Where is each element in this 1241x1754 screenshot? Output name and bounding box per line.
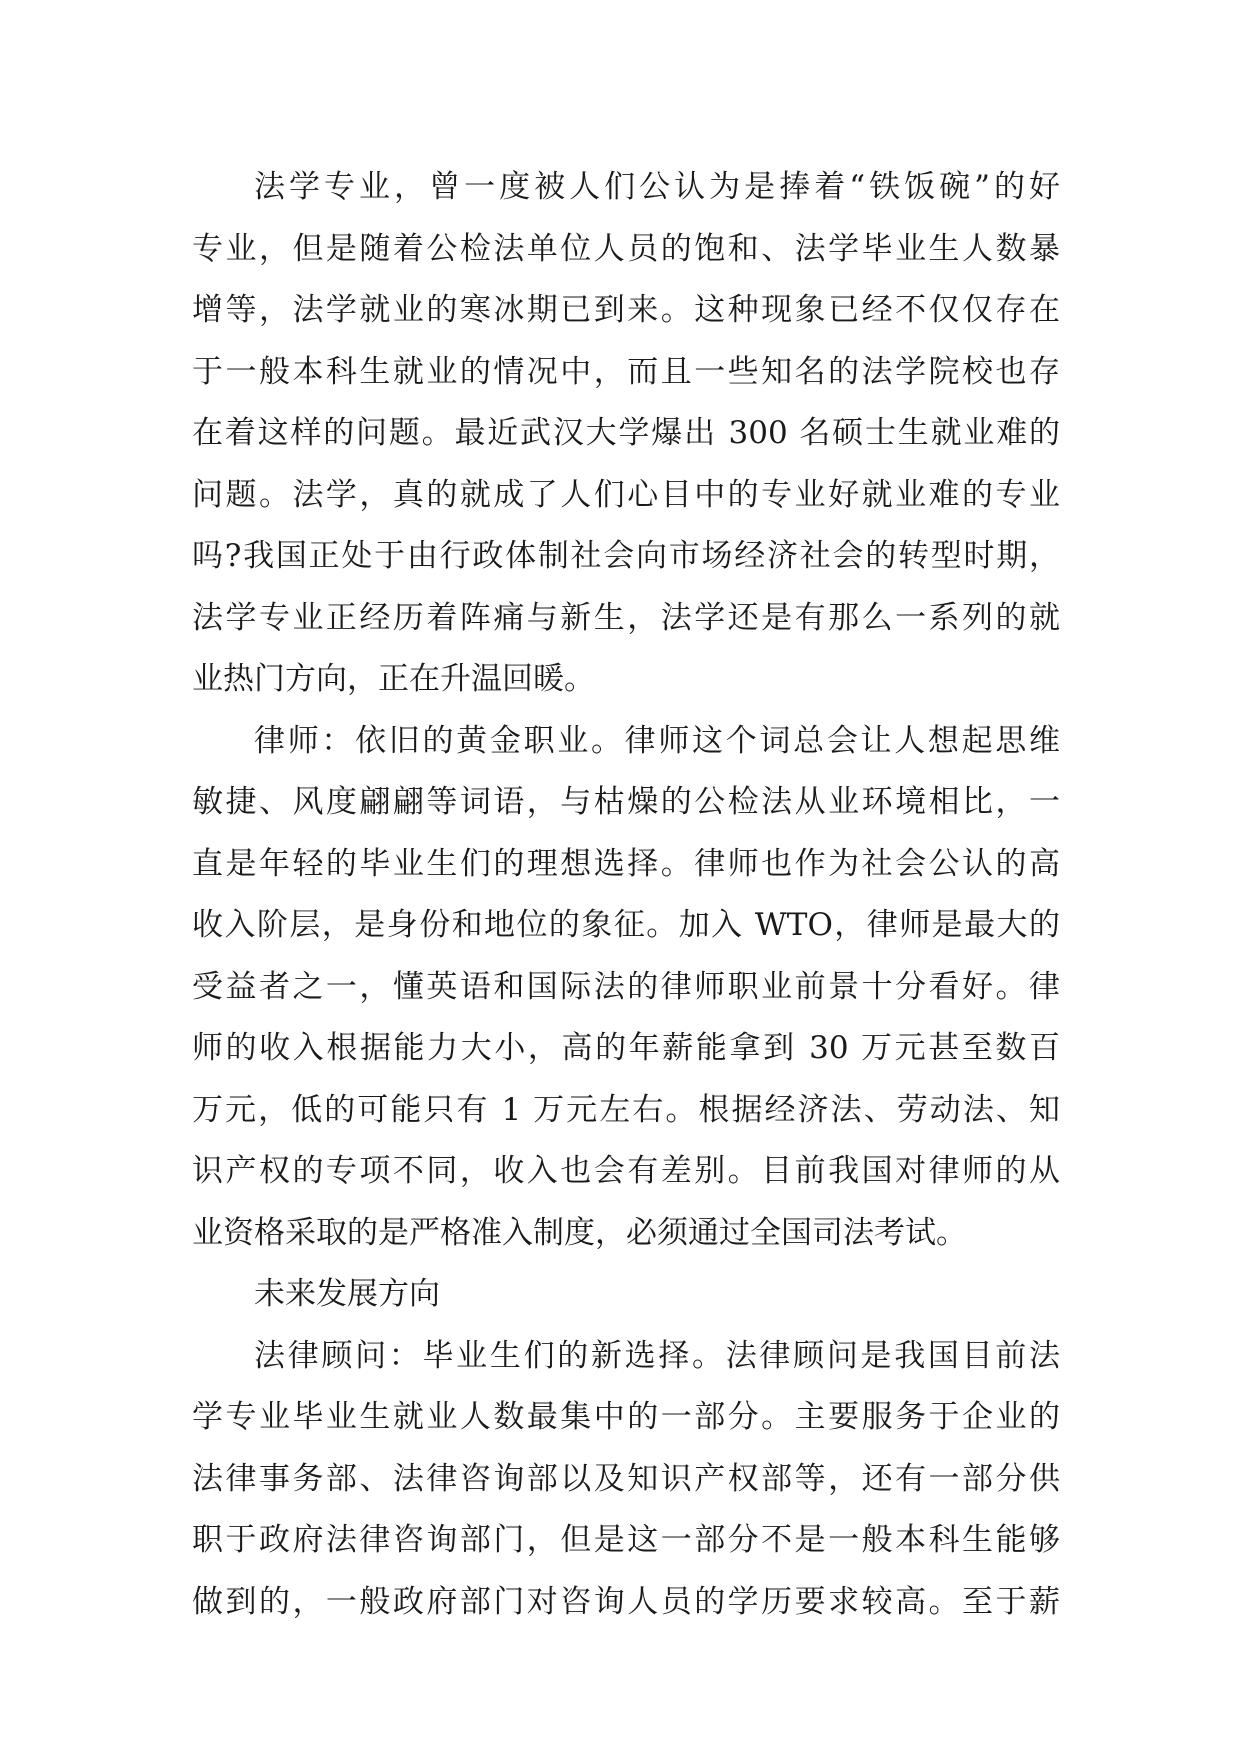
text-line: 师的收入根据能力大小，高的年薪能拿到 30 万元甚至数百 bbox=[192, 1030, 1060, 1066]
text-line: 吗?我国正处于由行政体制社会向市场经济社会的转型时期， bbox=[192, 538, 1060, 574]
text-line: 法律顾问：毕业生们的新选择。法律顾问是我国目前法 bbox=[254, 1337, 1060, 1374]
text-line: 做到的，一般政府部门对咨询人员的学历要求较高。至于薪 bbox=[192, 1583, 1060, 1620]
text-line: 法学专业正经历着阵痛与新生，法学还是有那么一系列的就 bbox=[192, 599, 1060, 636]
text-line: 识产权的专项不同，收入也会有差别。目前我国对律师的从 bbox=[192, 1153, 1060, 1189]
text-line: 万元，低的可能只有 1 万元左右。根据经济法、劳动法、知 bbox=[192, 1091, 1060, 1128]
text-line: 法学专业，曾一度被人们公认为是捧着“铁饭碗”的好 bbox=[254, 169, 1060, 205]
text-line: 法律事务部、法律咨询部以及知识产权部等，还有一部分供 bbox=[192, 1460, 1060, 1497]
text-line: 在着这样的问题。最近武汉大学爆出 300 名硕士生就业难的 bbox=[192, 415, 1060, 451]
text-line: 专业，但是随着公检法单位人员的饱和、法学毕业生人数暴 bbox=[192, 230, 1060, 267]
text-line: 业热门方向，正在升温回暖。 bbox=[192, 661, 595, 697]
text-line: 敏捷、风度翩翩等词语，与枯燥的公检法从业环境相比，一 bbox=[192, 784, 1060, 820]
text-line: 增等，法学就业的寒冰期已到来。这种现象已经不仅仅存在 bbox=[192, 292, 1060, 328]
text-line: 受益者之一，懂英语和国际法的律师职业前景十分看好。律 bbox=[192, 968, 1060, 1005]
text-line: 未来发展方向 bbox=[254, 1276, 440, 1312]
text-line: 于一般本科生就业的情况中，而且一些知名的法学院校也存 bbox=[192, 353, 1060, 390]
text-line: 业资格采取的是严格准入制度，必须通过全国司法考试。 bbox=[192, 1214, 967, 1251]
document-body bbox=[192, 157, 1060, 1633]
text-line: 直是年轻的毕业生们的理想选择。律师也作为社会公认的高 bbox=[192, 845, 1060, 882]
text-line: 收入阶层，是身份和地位的象征。加入 WTO，律师是最大的 bbox=[192, 907, 1060, 943]
text-line: 问题。法学，真的就成了人们心目中的专业好就业难的专业 bbox=[192, 476, 1060, 513]
text-line: 学专业毕业生就业人数最集中的一部分。主要服务于企业的 bbox=[192, 1399, 1060, 1435]
text-line: 职于政府法律咨询部门，但是这一部分不是一般本科生能够 bbox=[192, 1522, 1060, 1558]
text-line: 律师：依旧的黄金职业。律师这个词总会让人想起思维 bbox=[254, 722, 1060, 759]
